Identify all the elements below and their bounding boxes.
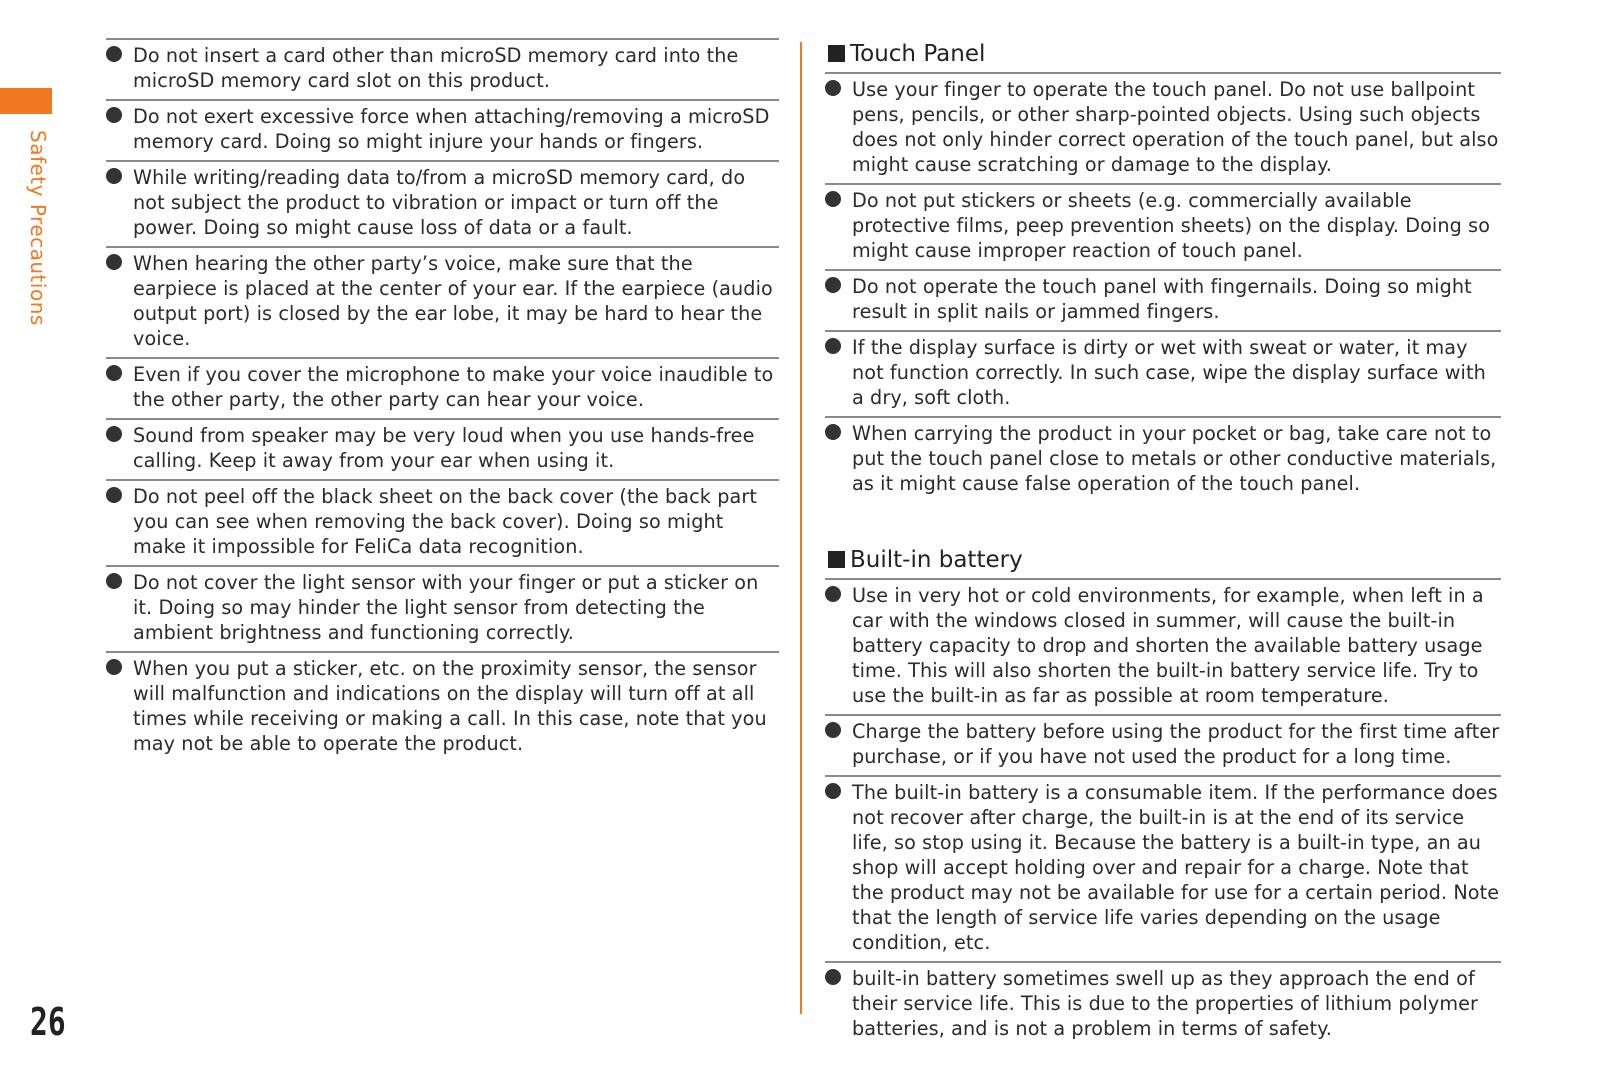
- precaution-item: [825, 72, 1501, 183]
- bullet-icon: [106, 573, 122, 589]
- section-spacer: [825, 502, 1501, 544]
- precaution-text: Even if you cover the microphone to make your voice inaudible to the other party, the other party can hear your voice.: [133, 363, 774, 411]
- precaution-item: [106, 479, 779, 565]
- precaution-text: Charge the battery before using the product for the first time after purchase, or if you have not used the product for a long time.: [852, 720, 1500, 768]
- bullet-icon: [106, 168, 122, 184]
- column-divider: [800, 42, 802, 1014]
- bullet-icon: [825, 191, 841, 207]
- precaution-item: [106, 418, 779, 479]
- section-heading-battery: [825, 544, 1501, 578]
- bullet-icon: [106, 487, 122, 503]
- precaution-text: When hearing the other party’s voice, make sure that the earpiece is placed at the center of your ear. If the earpiece (audio output port) is closed by the ear lobe, it may be hard to hear the voice.: [133, 252, 773, 350]
- square-bullet-icon: [828, 45, 845, 62]
- precaution-text: Sound from speaker may be very loud when you use hands-free calling. Keep it away from your ear when using it.: [133, 424, 755, 472]
- precaution-text: Do not peel off the black sheet on the back cover (the back part you can see when removing the back cover). Doing so might make it impossible for FeliCa data recognition.: [133, 485, 757, 558]
- precaution-text: Use in very hot or cold environments, for example, when left in a car with the windows closed in summer, will cause the built-in battery capacity to drop and shorten the available battery usage time. This will also shorten the built-in battery service life. Try to use the built-in as far as possible at room temperature.: [852, 584, 1484, 707]
- section-side-label: Safety Precautions: [26, 130, 50, 326]
- precaution-text: Do not put stickers or sheets (e.g. commercially available protective films, peep prevention sheets) on the display. Doing so might cause improper reaction of touch panel.: [852, 189, 1491, 262]
- precaution-item: [825, 330, 1501, 416]
- section-heading-text: Built-in battery: [850, 547, 1023, 573]
- square-bullet-icon: [828, 551, 845, 568]
- precaution-text: When carrying the product in your pocket or bag, take care not to put the touch panel close to metals or other conductive materials, as it might cause false operation of the touch panel.: [852, 422, 1497, 495]
- bullet-icon: [106, 365, 122, 381]
- precaution-text: Do not cover the light sensor with your finger or put a sticker on it. Doing so may hinder the light sensor from detecting the ambient brightness and functioning correctly.: [133, 571, 759, 644]
- bullet-icon: [106, 46, 122, 62]
- bullet-icon: [825, 586, 841, 602]
- precaution-item: [106, 38, 779, 99]
- section-heading-text: Touch Panel: [850, 41, 986, 67]
- bullet-icon: [825, 722, 841, 738]
- precaution-item: [825, 269, 1501, 330]
- precaution-text: Do not operate the touch panel with fingernails. Doing so might result in split nails or jammed fingers.: [852, 275, 1472, 323]
- precaution-item: [106, 357, 779, 418]
- bullet-icon: [825, 338, 841, 354]
- precaution-item: [106, 246, 779, 357]
- precaution-item: [825, 961, 1501, 1047]
- precaution-text: While writing/reading data to/from a microSD memory card, do not subject the product to vibration or impact or turn off the power. Doing so might cause loss of data or a fault.: [133, 166, 746, 239]
- precaution-text: The built-in battery is a consumable item. If the performance does not recover after charge, the built-in is at the end of its service life, so stop using it. Because the battery is a built-in type, an au shop will accept holding over and repair for a charge. Note that the product may not be available for use for a certain period. Note that the length of service life varies depending on the usage condition, etc.: [852, 781, 1500, 954]
- bullet-icon: [825, 783, 841, 799]
- precaution-item: [106, 651, 779, 762]
- section-tab-marker: [0, 88, 52, 114]
- precaution-text: If the display surface is dirty or wet with sweat or water, it may not function correctly. In such case, wipe the display surface with a dry, soft cloth.: [852, 336, 1486, 409]
- precaution-text: Do not insert a card other than microSD memory card into the microSD memory card slot on this product.: [133, 44, 739, 92]
- bullet-icon: [106, 426, 122, 442]
- bullet-icon: [106, 254, 122, 270]
- bullet-icon: [825, 424, 841, 440]
- section-heading-touch-panel: [825, 38, 1501, 72]
- precaution-text: built-in battery sometimes swell up as they approach the end of their service life. This is due to the properties of lithium polymer batteries, and is not a problem in terms of safety.: [852, 967, 1479, 1040]
- precaution-item: [825, 775, 1501, 961]
- precaution-item: [106, 99, 779, 160]
- precaution-text: When you put a sticker, etc. on the proximity sensor, the sensor will malfunction and indications on the display will turn off at all times while receiving or making a call. In this case, note that you may not be able to operate the product.: [133, 657, 767, 755]
- precaution-item: [825, 714, 1501, 775]
- precaution-item: [825, 416, 1501, 502]
- precaution-item: [106, 160, 779, 246]
- page-number: 26: [30, 1000, 66, 1044]
- precaution-item: [825, 183, 1501, 269]
- bullet-icon: [106, 659, 122, 675]
- precaution-text: Use your finger to operate the touch panel. Do not use ballpoint pens, pencils, or other sharp-pointed objects. Using such objects does not only hinder correct operation of the touch panel, but also might cause scratching or damage to the display.: [852, 78, 1499, 176]
- bullet-icon: [825, 277, 841, 293]
- right-column: [825, 38, 1501, 1047]
- precaution-item: [106, 565, 779, 651]
- bullet-icon: [106, 107, 122, 123]
- bullet-icon: [825, 969, 841, 985]
- precaution-text: Do not exert excessive force when attaching/removing a microSD memory card. Doing so might injure your hands or fingers.: [133, 105, 770, 153]
- precaution-item: [825, 578, 1501, 714]
- left-column: [106, 38, 779, 762]
- bullet-icon: [825, 80, 841, 96]
